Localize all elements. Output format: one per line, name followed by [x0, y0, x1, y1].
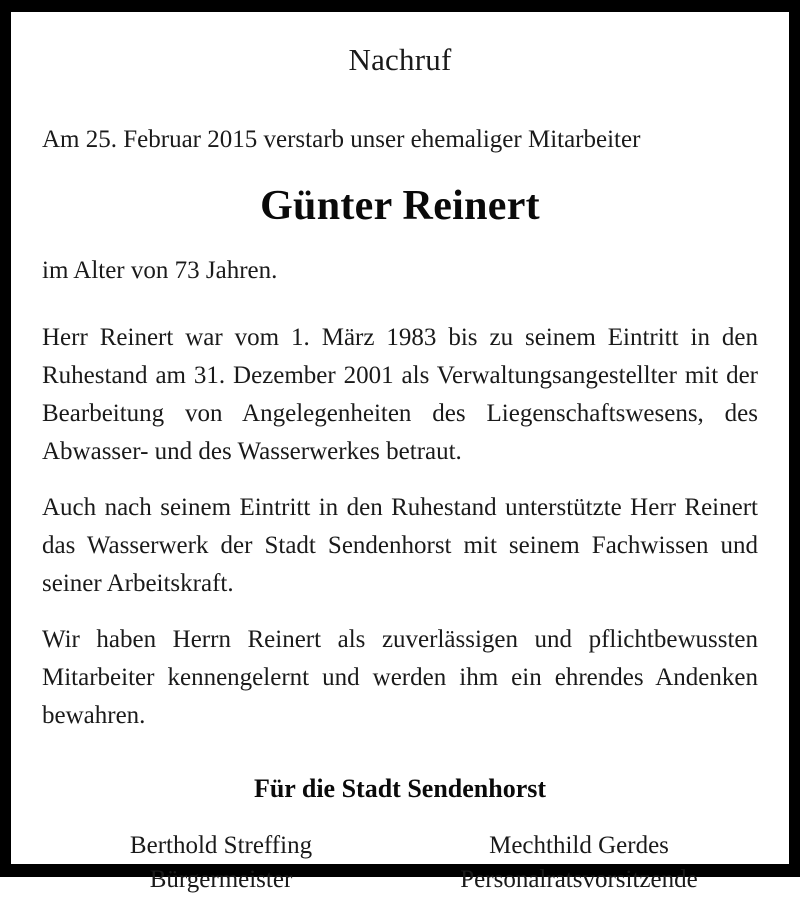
signatory-role: Bürgermeister	[149, 866, 293, 893]
signatory-left	[42, 829, 400, 897]
signatory-name: Berthold Streffing	[129, 832, 313, 859]
body-paragraph: Auch nach seinem Eintritt in den Ruhestand unterstützte Herr Reinert das Wasserwerk der Stadt Sendenhorst mit seinem Fachwissen und seiner Arbeitskraft.	[42, 494, 758, 597]
signatory-list	[42, 829, 758, 897]
signatory-right	[400, 829, 758, 897]
page-title: Nachruf	[348, 42, 452, 77]
signatory-heading: Für die Stadt Sendenhorst	[253, 774, 547, 803]
deceased-name: Günter Reinert	[260, 183, 540, 229]
body-paragraph: Wir haben Herrn Reinert als zuverlässigen und pflichtbewussten Mitarbeiter kennengelernt und werden ihm ein ehrendes Andenken bewahren.	[42, 626, 758, 729]
signatory-name: Mechthild Gerdes	[489, 832, 669, 859]
signatory-role: Personalratsvorsitzende	[460, 866, 698, 893]
signature-block	[42, 776, 758, 897]
obituary-body	[42, 319, 758, 735]
age-line: im Alter von 73 Jahren.	[42, 257, 278, 284]
body-paragraph: Herr Reinert war vom 1. März 1983 bis zu seinem Eintritt in den Ruhestand am 31. Dezember 2001 als Verwaltungsangestellter mit der Bearbeitung von Angelegenheiten des Liegenschaftswesens, des Abwasser- und des Wasserwerkes betraut.	[42, 324, 758, 465]
obituary-card	[11, 12, 789, 893]
intro-line: Am 25. Februar 2015 verstarb unser ehemaliger Mitarbeiter	[42, 126, 641, 153]
